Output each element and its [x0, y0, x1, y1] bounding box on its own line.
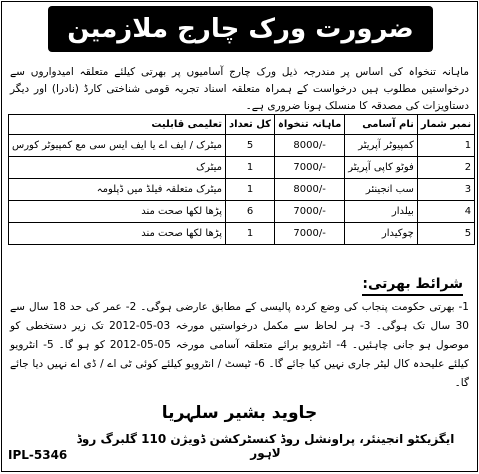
row-qualification: پڑھا لکھا صحت مند — [9, 201, 226, 223]
row-post: سب انجینئر — [345, 179, 418, 201]
conditions-heading: شرائط بھرتی: — [362, 274, 463, 296]
row-count: 1 — [226, 223, 275, 245]
reference-code: IPL-5346 — [8, 448, 68, 462]
header-qualification: تعلیمی قابلیت — [9, 115, 226, 135]
vacancies-table — [8, 114, 475, 245]
headline-text: ضرورت ورک چارج ملازمین — [67, 14, 414, 44]
row-salary: 7000/- — [275, 201, 345, 223]
table-row — [9, 179, 475, 201]
row-qualification: میٹرک متعلقہ فیلڈ میں ڈپلومہ — [9, 179, 226, 201]
row-post: چوکیدار — [345, 223, 418, 245]
row-number: 3 — [417, 179, 474, 201]
row-qualification: پڑھا لکھا صحت مند — [9, 223, 226, 245]
row-post: بیلدار — [345, 201, 418, 223]
row-salary: 7000/- — [275, 157, 345, 179]
header-number: نمبر شمار — [417, 115, 474, 135]
headline-banner — [48, 6, 433, 52]
table-row — [9, 135, 475, 157]
row-count: 5 — [226, 135, 275, 157]
intro-paragraph: ماہانہ تنخواہ کی اساس پر مندرجہ ذیل ورک چارج آسامیوں پر بھرتی کیلئے متعلقہ امیدواروں سے درخواستیں مطلوب ہیں درخواست کے ہمراہ متعلقہ اسناد تجربہ قومی شناختی کارڈ (نادرا) اور دیگر دستاویزات کی مصدقہ کا منسلک ہونا ضروری ہے۔ — [10, 66, 469, 112]
table-row — [9, 223, 475, 245]
header-count: کل تعداد — [226, 115, 275, 135]
officer-name: جاوید بشیر سلہریا — [161, 403, 318, 423]
conditions-paragraph: 1- بھرتی حکومت پنجاب کی وضع کردہ پالیسی کے مطابق عارضی ہوگی۔ 2- عمر کی حد 18 سال سے 30 سال تک ہوگی۔ 3- ہر لحاظ سے مکمل درخواستیں مورخہ 03-05-2012 تک زیر دستخطی کو موصول ہو جانی چاہئیں۔ 4- انٹرویو برائے متعلقہ آسامی مورخہ 05-05-2012 کو ہو گا۔ 5- انٹرویو کیلئے علیحدہ کال لیٹر جاری نہیں کیا جائے گا۔ 6- ٹیسٹ / انٹرویو کیلئے کوئی ٹی اے / ڈی اے نہیں دیا جائے گا۔ — [10, 301, 469, 389]
row-post: کمپیوٹر آپریٹر — [345, 135, 418, 157]
row-count: 1 — [226, 157, 275, 179]
row-count: 6 — [226, 201, 275, 223]
header-post: نام آسامی — [345, 115, 418, 135]
row-post: فوٹو کاپی آپریٹر — [345, 157, 418, 179]
table-header-row — [9, 115, 475, 135]
row-number: 5 — [417, 223, 474, 245]
row-qualification: میٹرک / ایف اے یا ایف ایس سی مع کمپیوٹر کورس — [9, 135, 226, 157]
row-number: 1 — [417, 135, 474, 157]
advertisement — [1, 1, 478, 472]
row-salary: 7000/- — [275, 223, 345, 245]
row-qualification: میٹرک — [9, 157, 226, 179]
row-salary: 8000/- — [275, 135, 345, 157]
row-count: 1 — [226, 179, 275, 201]
table-row — [9, 201, 475, 223]
row-number: 2 — [417, 157, 474, 179]
officer-title: ایگزیکٹو انجینئر، پراونشل روڈ کنسٹرکشن ڈویژن 110 گلبرگ روڈ لاہور — [76, 432, 455, 460]
header-salary: ماہانہ تنخواہ — [275, 115, 345, 135]
row-salary: 8000/- — [275, 179, 345, 201]
table-row — [9, 157, 475, 179]
row-number: 4 — [417, 201, 474, 223]
